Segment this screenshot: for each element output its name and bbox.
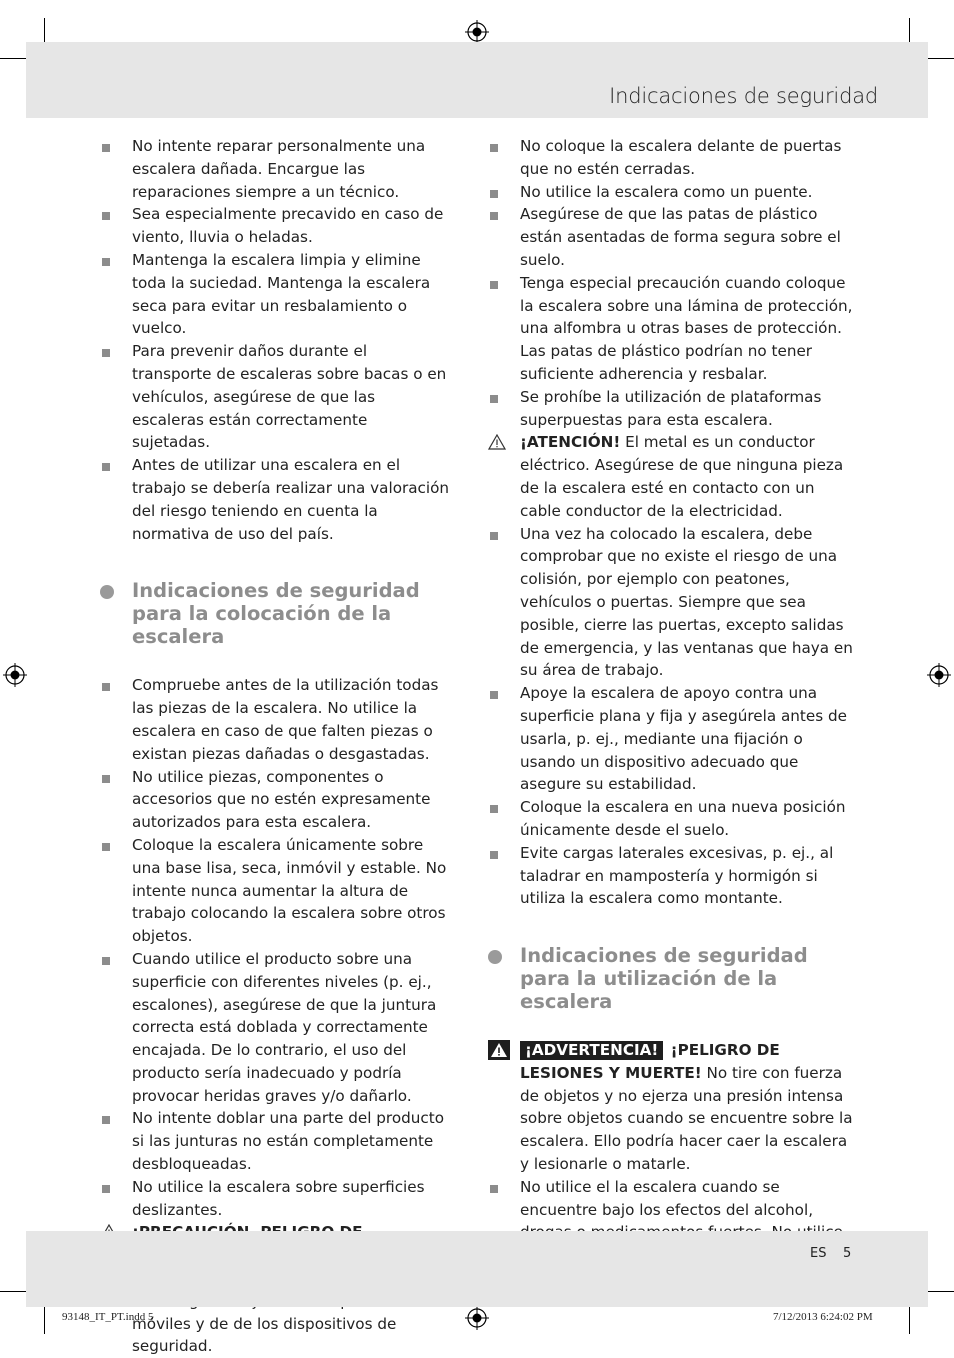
warning-triangle-filled-icon <box>488 1040 510 1060</box>
left-column <box>100 135 450 1358</box>
list-item: No utilice el la escalera cuando se encuentre bajo los efectos del alcohol, <box>488 1176 853 1290</box>
square-bullet-icon <box>490 190 498 198</box>
crop-mark <box>44 1304 45 1334</box>
section-title: Indicaciones de seguridad para la colocación de la escalera <box>132 579 420 649</box>
square-bullet-icon <box>490 281 498 289</box>
list-item: Cuando utilice el producto sobre una superficie con diferentes niveles (p. ej., escalones), asegúrese de que la juntura correcta está doblada y correctamente encajada. De lo contrario, el uso del producto sería inadecuado y podría provocar heridas graves y/o dañarlo. <box>100 948 450 1108</box>
section-heading <box>100 579 450 648</box>
square-bullet-icon <box>490 532 498 540</box>
print-date: 7/12/2013 6:24:02 PM <box>773 1311 873 1323</box>
right-column <box>488 135 853 1290</box>
section-heading <box>488 944 853 1013</box>
warning-item: ¡ADVERTENCIA! ¡PELIGRO DE LESIONES Y MUERTE! No tire con fuerza de objetos y no ejerza una presión intensa sobre objetos cuando se encuentre sobre la escalera. Ello podría hacer caer la escalera y lesionarle o matarle. <box>488 1039 853 1176</box>
list-item: Se prohíbe la utilización de plataformas superpuestas para esta escalera. <box>488 386 853 432</box>
list-item: No intente doblar una parte del producto si las junturas no están completamente desbloqueadas. <box>100 1107 450 1175</box>
square-bullet-icon <box>102 144 110 152</box>
square-bullet-icon <box>102 1116 110 1124</box>
registration-mark-icon <box>3 663 27 687</box>
crop-mark <box>909 1304 910 1334</box>
list-item: Una vez ha colocado la escalera, debe comprobar que no existe el riesgo de una colisión, por ejemplo con peatones, vehículos o puertas. Siempre que sea posible, cierre las puertas, excepto salidas de emergencia, y las ventanas que haya en su área de trabajo. <box>488 523 853 683</box>
square-bullet-icon <box>102 843 110 851</box>
square-bullet-icon <box>490 805 498 813</box>
square-bullet-icon <box>102 957 110 965</box>
warning-triangle-icon <box>488 434 506 450</box>
attention-item: ¡ATENCIÓN! El metal es un conductor eléctrico. Asegúrese de que ninguna pieza de la escalera esté en contacto con un cable conductor de la electricidad. <box>488 431 853 522</box>
warning-label: ¡ADVERTENCIA! <box>520 1041 663 1060</box>
list-item: No intente reparar personalmente una escalera dañada. Encargue las reparaciones siempre a un técnico. <box>100 135 450 203</box>
list-item: Sea especialmente precavido en caso de viento, lluvia o heladas. <box>100 203 450 249</box>
crop-mark <box>0 58 28 59</box>
language-code: ES <box>810 1246 827 1261</box>
list-item: Para prevenir daños durante el transporte de escaleras sobre bacas o en vehículos, asegúrese de que las escaleras están correctamente sujetadas. <box>100 340 450 454</box>
square-bullet-icon <box>490 851 498 859</box>
file-info: 93148_IT_PT.indd 5 <box>62 1311 154 1323</box>
square-bullet-icon <box>102 463 110 471</box>
registration-mark-icon <box>927 663 951 687</box>
list-item: Apoye la escalera de apoyo contra una superficie plana y fija y asegúrela antes de usarla, p. ej., mediante una fijación o usando un dispositivo adecuado que asegure su estabilidad. <box>488 682 853 796</box>
square-bullet-icon <box>102 683 110 691</box>
list-item: Asegúrese de que las patas de plástico están asentadas de forma segura sobre el suelo. <box>488 203 853 271</box>
square-bullet-icon <box>102 775 110 783</box>
square-bullet-icon <box>490 212 498 220</box>
section-dot-icon <box>100 585 114 599</box>
list-item: No utilice la escalera como un puente. <box>488 181 853 204</box>
attention-label: ¡ATENCIÓN! <box>520 433 621 452</box>
footer-band <box>26 1231 928 1307</box>
square-bullet-icon <box>490 691 498 699</box>
square-bullet-icon <box>490 144 498 152</box>
registration-mark-icon <box>465 20 489 44</box>
crop-mark <box>0 1291 28 1292</box>
square-bullet-icon <box>102 258 110 266</box>
list-item: Evite cargas laterales excesivas, p. ej., al taladrar en mampostería y hormigón si utiliza la escalera como montante. <box>488 842 853 910</box>
square-bullet-icon <box>102 349 110 357</box>
square-bullet-icon <box>102 212 110 220</box>
square-bullet-icon <box>102 1185 110 1193</box>
section-title: Indicaciones de seguridad para la utilización de la escalera <box>520 944 808 1014</box>
list-item: Compruebe antes de la utilización todas las piezas de la escalera. No utilice la escalera en caso de que falten piezas o existan piezas dañadas o desgastadas. <box>100 674 450 765</box>
list-item: Mantenga la escalera limpia y elimine toda la suciedad. Mantenga la escalera seca para evitar un resbalamiento o vuelco. <box>100 249 450 340</box>
caution-item: móviles y de de los dispositivos de seguridad. <box>100 1221 450 1358</box>
section-dot-icon <box>488 950 502 964</box>
crop-mark <box>926 1291 954 1292</box>
page-title: Indicaciones de seguridad <box>609 84 878 108</box>
list-item: Antes de utilizar una escalera en el trabajo se debería realizar una valoración del riesgo teniendo en cuenta la normativa de uso del país. <box>100 454 450 545</box>
list-item: No utilice la escalera sobre superficies deslizantes. <box>100 1176 450 1222</box>
list-item: No coloque la escalera delante de puertas que no estén cerradas. <box>488 135 853 181</box>
square-bullet-icon <box>490 1185 498 1193</box>
list-item: Tenga especial precaución cuando coloque la escalera sobre una lámina de protección, una alfombra u otras bases de protección. Las patas de plástico podrían no tener suficiente adherencia y resbalar. <box>488 272 853 386</box>
list-item: No utilice piezas, componentes o accesorios que no estén expresamente autorizados para esta escalera. <box>100 766 450 834</box>
registration-mark-icon <box>465 1306 489 1330</box>
page-number: 5 <box>843 1246 852 1261</box>
list-item: Coloque la escalera únicamente sobre una base lisa, seca, inmóvil y estable. No intente nunca aumentar la altura de trabajo colocando la escalera sobre otros objetos. <box>100 834 450 948</box>
list-item: Coloque la escalera en una nueva posición únicamente desde el suelo. <box>488 796 853 842</box>
square-bullet-icon <box>490 395 498 403</box>
crop-mark <box>926 58 954 59</box>
